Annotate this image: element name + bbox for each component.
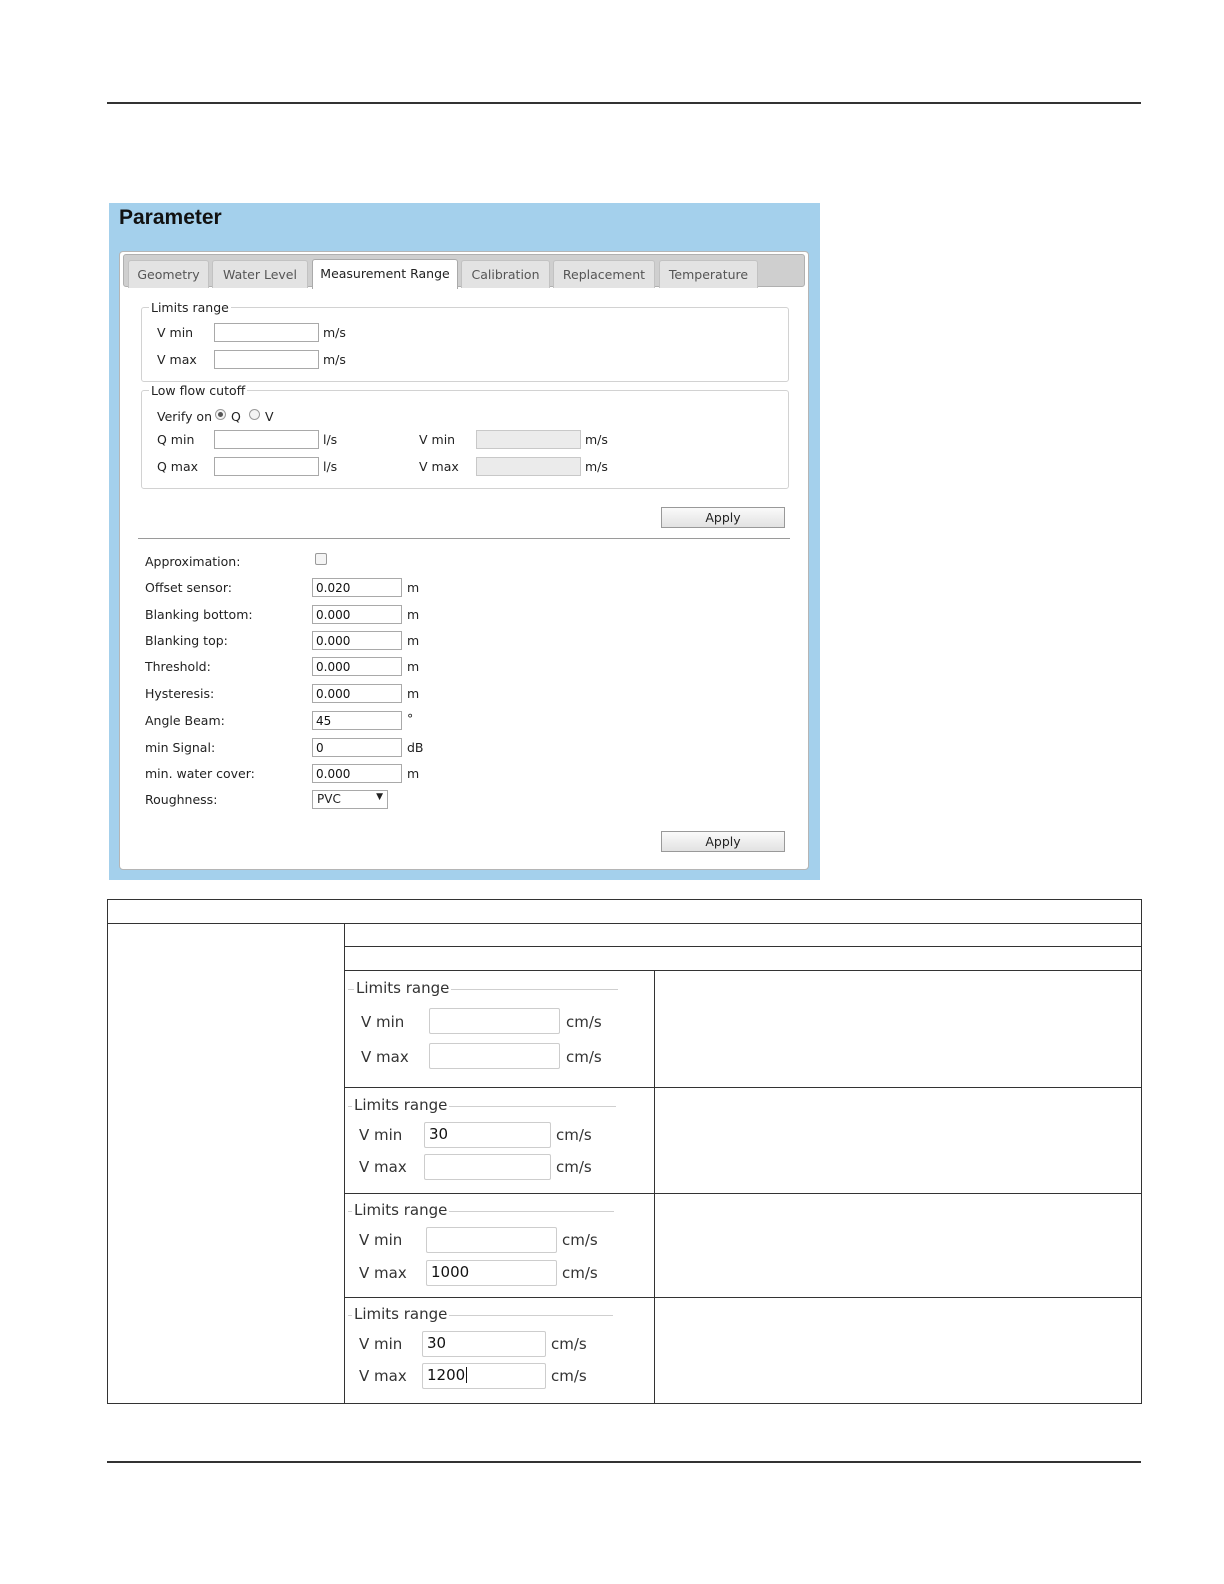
qmin-label: Q min bbox=[157, 432, 195, 447]
example-1-vmin-label: V min bbox=[361, 1013, 405, 1031]
offset-sensor-input[interactable] bbox=[312, 578, 402, 597]
example-2-vmax-input[interactable] bbox=[424, 1154, 551, 1180]
angle-beam-label: Angle Beam: bbox=[145, 713, 225, 728]
limits-vmin-label: V min bbox=[157, 325, 194, 340]
verify-q-radio[interactable] bbox=[215, 409, 226, 420]
parameter-content bbox=[119, 251, 809, 870]
tab-calibration[interactable]: Calibration bbox=[461, 260, 550, 288]
blanking-top-unit: m bbox=[407, 633, 420, 648]
cutoff-vmax-label: V max bbox=[419, 459, 459, 474]
cutoff-vmin-unit: m/s bbox=[585, 432, 608, 447]
apply-button-top[interactable]: Apply bbox=[661, 507, 785, 528]
window-title: Parameter bbox=[119, 206, 222, 229]
example-4-vmax-label: V max bbox=[359, 1367, 407, 1385]
example-1-vmin-input[interactable] bbox=[429, 1008, 560, 1034]
hysteresis-unit: m bbox=[407, 686, 420, 701]
example-3-vmax-label: V max bbox=[359, 1264, 407, 1282]
verify-q-label: Q bbox=[231, 409, 241, 424]
limits-vmin-unit: m/s bbox=[323, 325, 346, 340]
example-4-vmin-unit: cm/s bbox=[551, 1335, 587, 1353]
min-signal-input[interactable] bbox=[312, 738, 402, 757]
limits-example-4 bbox=[348, 1302, 648, 1397]
example-2-vmax-label: V max bbox=[359, 1158, 407, 1176]
hysteresis-label: Hysteresis: bbox=[145, 686, 215, 701]
example-3-vmin-input[interactable] bbox=[426, 1227, 557, 1253]
tab-bar bbox=[123, 254, 805, 287]
cutoff-vmin-input bbox=[476, 430, 581, 449]
roughness-label: Roughness: bbox=[145, 792, 218, 807]
limits-vmax-input[interactable] bbox=[214, 350, 319, 369]
example-1-vmin-unit: cm/s bbox=[566, 1013, 602, 1031]
tab-replacement[interactable]: Replacement bbox=[553, 260, 655, 288]
blanking-top-input[interactable] bbox=[312, 631, 402, 650]
limits-vmax-unit: m/s bbox=[323, 352, 346, 367]
min-signal-label: min Signal: bbox=[145, 740, 216, 755]
qmin-unit: l/s bbox=[323, 432, 338, 447]
approximation-checkbox[interactable] bbox=[315, 553, 327, 565]
qmax-input[interactable] bbox=[214, 457, 319, 476]
limits-example-3 bbox=[348, 1198, 648, 1293]
limits-example-1 bbox=[348, 976, 648, 1081]
example-4-vmin-label: V min bbox=[359, 1335, 403, 1353]
verify-on-label: Verify on bbox=[157, 409, 213, 424]
header-rule bbox=[107, 102, 1141, 104]
limits-example-2 bbox=[348, 1093, 648, 1188]
example-2-vmin-input[interactable]: 30 bbox=[424, 1122, 551, 1148]
example-3-vmin-label: V min bbox=[359, 1231, 403, 1249]
example-4-vmin-input[interactable]: 30 bbox=[422, 1331, 546, 1357]
verify-v-radio[interactable] bbox=[249, 409, 260, 420]
dropdown-arrow-icon: ▼ bbox=[376, 792, 383, 802]
threshold-input[interactable] bbox=[312, 657, 402, 676]
example-2-vmax-unit: cm/s bbox=[556, 1158, 592, 1176]
footer-rule bbox=[107, 1461, 1141, 1463]
section-divider bbox=[138, 538, 790, 539]
limits-vmax-label: V max bbox=[157, 352, 197, 367]
angle-beam-input[interactable] bbox=[312, 711, 402, 730]
limits-vmin-input[interactable] bbox=[214, 323, 319, 342]
min-water-cover-input[interactable] bbox=[312, 764, 402, 783]
qmax-unit: l/s bbox=[323, 459, 338, 474]
tab-geometry[interactable]: Geometry bbox=[128, 260, 209, 288]
low-flow-legend: Low flow cutoff bbox=[151, 383, 246, 398]
hysteresis-input[interactable] bbox=[312, 684, 402, 703]
verify-v-label: V bbox=[265, 409, 274, 424]
min-water-cover-unit: m bbox=[407, 766, 420, 781]
example-2-vmin-unit: cm/s bbox=[556, 1126, 592, 1144]
example-1-vmax-unit: cm/s bbox=[566, 1048, 602, 1066]
example-3-legend: Limits range bbox=[354, 1201, 448, 1219]
example-1-vmax-input[interactable] bbox=[429, 1043, 560, 1069]
blanking-bottom-input[interactable] bbox=[312, 605, 402, 624]
qmax-label: Q max bbox=[157, 459, 199, 474]
min-water-cover-label: min. water cover: bbox=[145, 766, 255, 781]
example-2-legend: Limits range bbox=[354, 1096, 448, 1114]
offset-sensor-label: Offset sensor: bbox=[145, 580, 232, 595]
example-1-vmax-label: V max bbox=[361, 1048, 409, 1066]
tab-measurement-range[interactable]: Measurement Range bbox=[312, 259, 458, 289]
tab-temperature[interactable]: Temperature bbox=[659, 260, 758, 288]
text-cursor bbox=[466, 1367, 467, 1383]
example-3-vmax-input[interactable]: 1000 bbox=[426, 1260, 557, 1286]
threshold-unit: m bbox=[407, 659, 420, 674]
cutoff-vmax-unit: m/s bbox=[585, 459, 608, 474]
parameter-window bbox=[109, 203, 820, 880]
threshold-label: Threshold: bbox=[145, 659, 211, 674]
roughness-select[interactable] bbox=[312, 790, 388, 809]
example-4-legend: Limits range bbox=[354, 1305, 448, 1323]
limits-range-legend: Limits range bbox=[151, 300, 229, 315]
cutoff-vmin-label: V min bbox=[419, 432, 456, 447]
min-signal-unit: dB bbox=[407, 740, 424, 755]
example-3-vmin-unit: cm/s bbox=[562, 1231, 598, 1249]
blanking-top-label: Blanking top: bbox=[145, 633, 228, 648]
example-3-vmax-unit: cm/s bbox=[562, 1264, 598, 1282]
blanking-bottom-label: Blanking bottom: bbox=[145, 607, 253, 622]
example-4-vmax-unit: cm/s bbox=[551, 1367, 587, 1385]
example-1-legend: Limits range bbox=[356, 979, 450, 997]
qmin-input[interactable] bbox=[214, 430, 319, 449]
offset-sensor-unit: m bbox=[407, 580, 420, 595]
blanking-bottom-unit: m bbox=[407, 607, 420, 622]
example-4-vmax-value: 1200 bbox=[427, 1366, 466, 1384]
approximation-label: Approximation: bbox=[145, 554, 241, 569]
angle-beam-unit: ° bbox=[407, 711, 414, 726]
tab-water-level[interactable]: Water Level bbox=[212, 260, 308, 288]
example-4-vmax-input[interactable] bbox=[422, 1363, 546, 1389]
cutoff-vmax-input bbox=[476, 457, 581, 476]
apply-button-bottom[interactable]: Apply bbox=[661, 831, 785, 852]
example-2-vmin-label: V min bbox=[359, 1126, 403, 1144]
roughness-value: PVC bbox=[317, 792, 341, 806]
